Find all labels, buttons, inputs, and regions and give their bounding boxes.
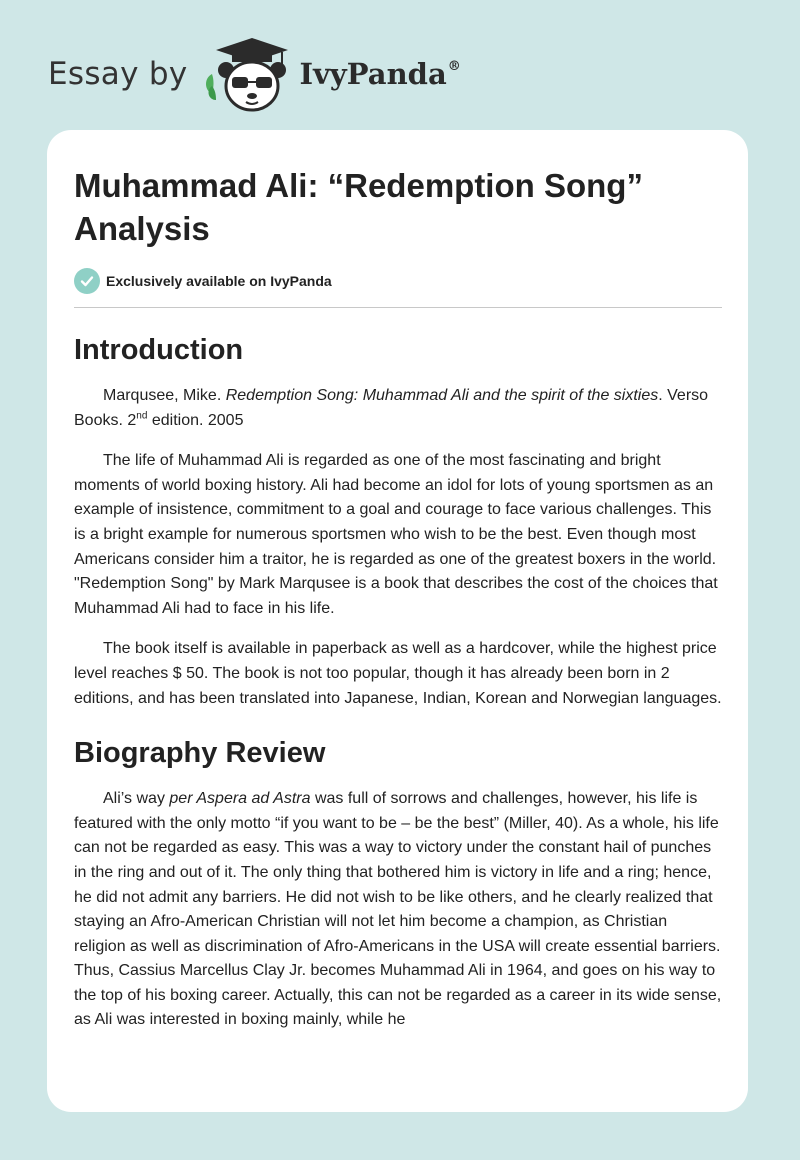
citation-paragraph: Marqusee, Mike. Redemption Song: Muhammad Ali and the spirit of the sixties. Verso Books. 2nd edition. 2005	[74, 387, 709, 429]
section-heading-introduction: Introduction	[74, 334, 244, 366]
latin-phrase: per Aspera ad Astra	[169, 790, 311, 808]
body-paragraph: The book itself is available in paperback as well as a hardcover, while the highest price level reaches $ 50. The book is not too popular, though it has already been born in 2 editions, and has been translated into Japanese, Indian, Korean and Norwegian languages.	[74, 640, 722, 707]
brand-name[interactable]: IvyPanda®	[299, 57, 461, 91]
section-heading-biography-review: Biography Review	[74, 737, 326, 770]
body-paragraph: The life of Muhammad Ali is regarded as one of the most fascinating and bright moments of world boxing history. Ali had become an idol for lots of young sportsmen as an example of insistence, commitment to a goal and courage to face various challenges. This is a bright example for numerous sportsmen who wish to be the best. Even though most Americans consider him a traitor, he is regarded as one of the greatest boxers in the world. "Redemption Song" by Mark Marqusee is a book that describes the cost of the choices that Muhammad Ali had to face in his life.	[74, 452, 718, 617]
essay-card	[47, 130, 748, 1112]
exclusive-text: Exclusively available on IvyPanda	[106, 273, 332, 289]
divider	[74, 307, 722, 308]
registered-mark: ®	[447, 59, 461, 74]
exclusive-badge	[74, 268, 722, 294]
panda-graduate-logo[interactable]	[202, 34, 298, 114]
site-header	[48, 34, 648, 114]
check-icon	[74, 268, 100, 294]
body-paragraph: Ali’s way per Aspera ad Astra was full of sorrows and challenges, however, his life is featured with the only motto “if you want to be – be the best” (Miller, 40). As a whole, his life can not be regarded as easy. This was a way to victory under the constant hail of punches in the ring and out of it. The only thing that bothered him is victory in life and a ring; hence, he did not admit any barriers. He did not wish to be like others, and he clearly realized that staying an Afro-American Christian will not let him become a champion, as Christian religion as well as discrimination of Afro-Americans in the USA will create essential barriers. Thus, Cassius Marcellus Clay Jr. becomes Muhammad Ali in 1964, and goes on his way to the top of his boxing career. Actually, this can not be regarded as a career in its wide sense, as Ali was interested in boxing mainly, while he	[74, 790, 722, 1029]
page-title: Muhammad Ali: “Redemption Song” Analysis	[74, 167, 643, 247]
book-title: Redemption Song: Muhammad Ali and the spirit of the sixties	[225, 387, 659, 404]
essay-by-label: Essay by	[48, 56, 188, 92]
